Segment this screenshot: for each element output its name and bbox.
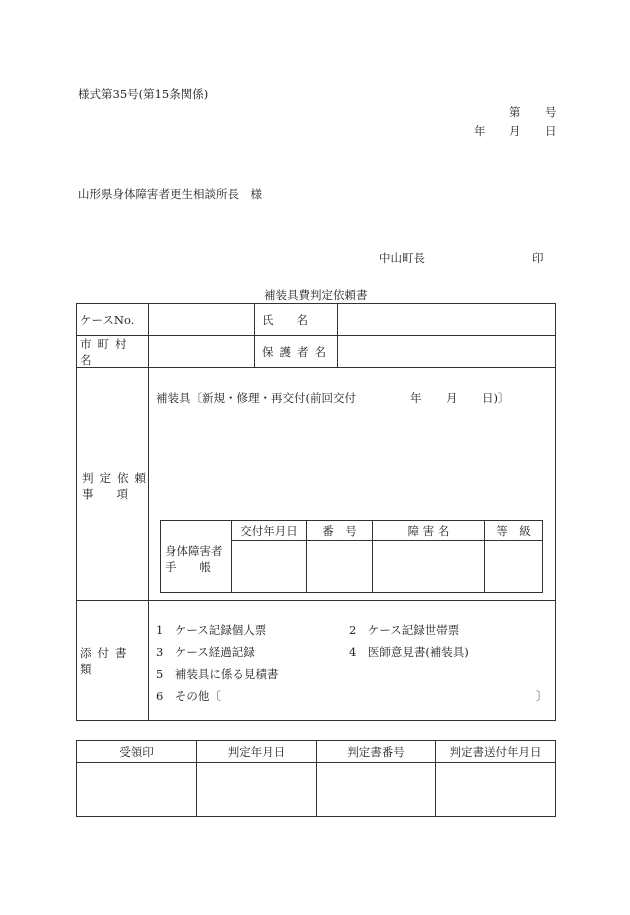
municipality-field[interactable] [149, 336, 254, 367]
handbook-grade-field[interactable] [485, 541, 542, 592]
handbook-header-grade: 等 級 [496, 523, 531, 538]
handbook-header-issue-date: 交付年月日 [240, 523, 298, 538]
footer-header-judgment-number: 判定書番号 [347, 744, 405, 759]
judgment-date-field[interactable] [197, 763, 316, 816]
handbook-number-field[interactable] [307, 541, 372, 592]
handbook-issue-date-field[interactable] [232, 541, 306, 592]
attachment-item: 4 医師意見書(補装具) [349, 645, 469, 659]
request-day: 日)〕 [482, 391, 510, 405]
handbook-disability-field[interactable] [373, 541, 484, 592]
receipt-seal-field[interactable] [77, 763, 196, 816]
municipality-label: 市町村名 [80, 336, 133, 367]
sender-name: 中山町長 [379, 251, 425, 265]
judgment-number-field[interactable] [317, 763, 435, 816]
request-month: 月 [446, 391, 458, 405]
addressee: 山形県身体障害者更生相談所長 様 [78, 187, 262, 201]
name-label: 氏 名 [262, 312, 308, 327]
case-no-label: ケースNo. [80, 312, 135, 327]
attachment-other-close: 〕 [536, 689, 548, 703]
form-number: 様式第35号(第15条関係) [78, 87, 209, 101]
case-no-field[interactable] [149, 304, 254, 335]
handbook-header-number: 番 号 [322, 523, 357, 538]
attachment-item: 5 補装具に係る見積書 [156, 667, 279, 681]
guardian-field[interactable] [338, 336, 555, 367]
handbook-label-line1: 身体障害者 [165, 544, 223, 558]
attach-label: 添付書類 [80, 645, 133, 676]
guardian-label: 保護者名 [262, 344, 332, 359]
attachment-item: 1 ケース記録個人票 [156, 623, 267, 637]
footer-header-send-date: 判定書送付年月日 [449, 744, 542, 759]
attachment-item: 6 その他〔 [156, 689, 221, 703]
date-month: 月 [509, 124, 521, 138]
attachment-item: 3 ケース経過記録 [156, 645, 255, 659]
handbook-header-disability: 障 害 名 [407, 523, 450, 538]
document-title: 補装具費判定依頼書 [264, 288, 368, 302]
seal-mark: 印 [532, 251, 544, 265]
handbook-label-line2: 手 帳 [165, 560, 211, 574]
footer-header-judgment-date: 判定年月日 [227, 744, 286, 759]
footer-header-receipt: 受領印 [119, 744, 154, 759]
date-day: 日 [545, 124, 557, 138]
request-text: 補装具〔新規・修理・再交付(前回交付 [156, 391, 356, 405]
attachment-item: 2 ケース記録世帯票 [349, 623, 460, 637]
request-year: 年 [410, 391, 422, 405]
request-label-line1: 判定依頼 [82, 471, 152, 485]
name-field[interactable] [338, 304, 555, 335]
send-date-field[interactable] [436, 763, 555, 816]
request-label-line2: 事 項 [82, 487, 128, 501]
doc-no-suffix: 号 [545, 105, 557, 119]
doc-no-prefix: 第 [509, 105, 521, 119]
date-year: 年 [474, 124, 486, 138]
